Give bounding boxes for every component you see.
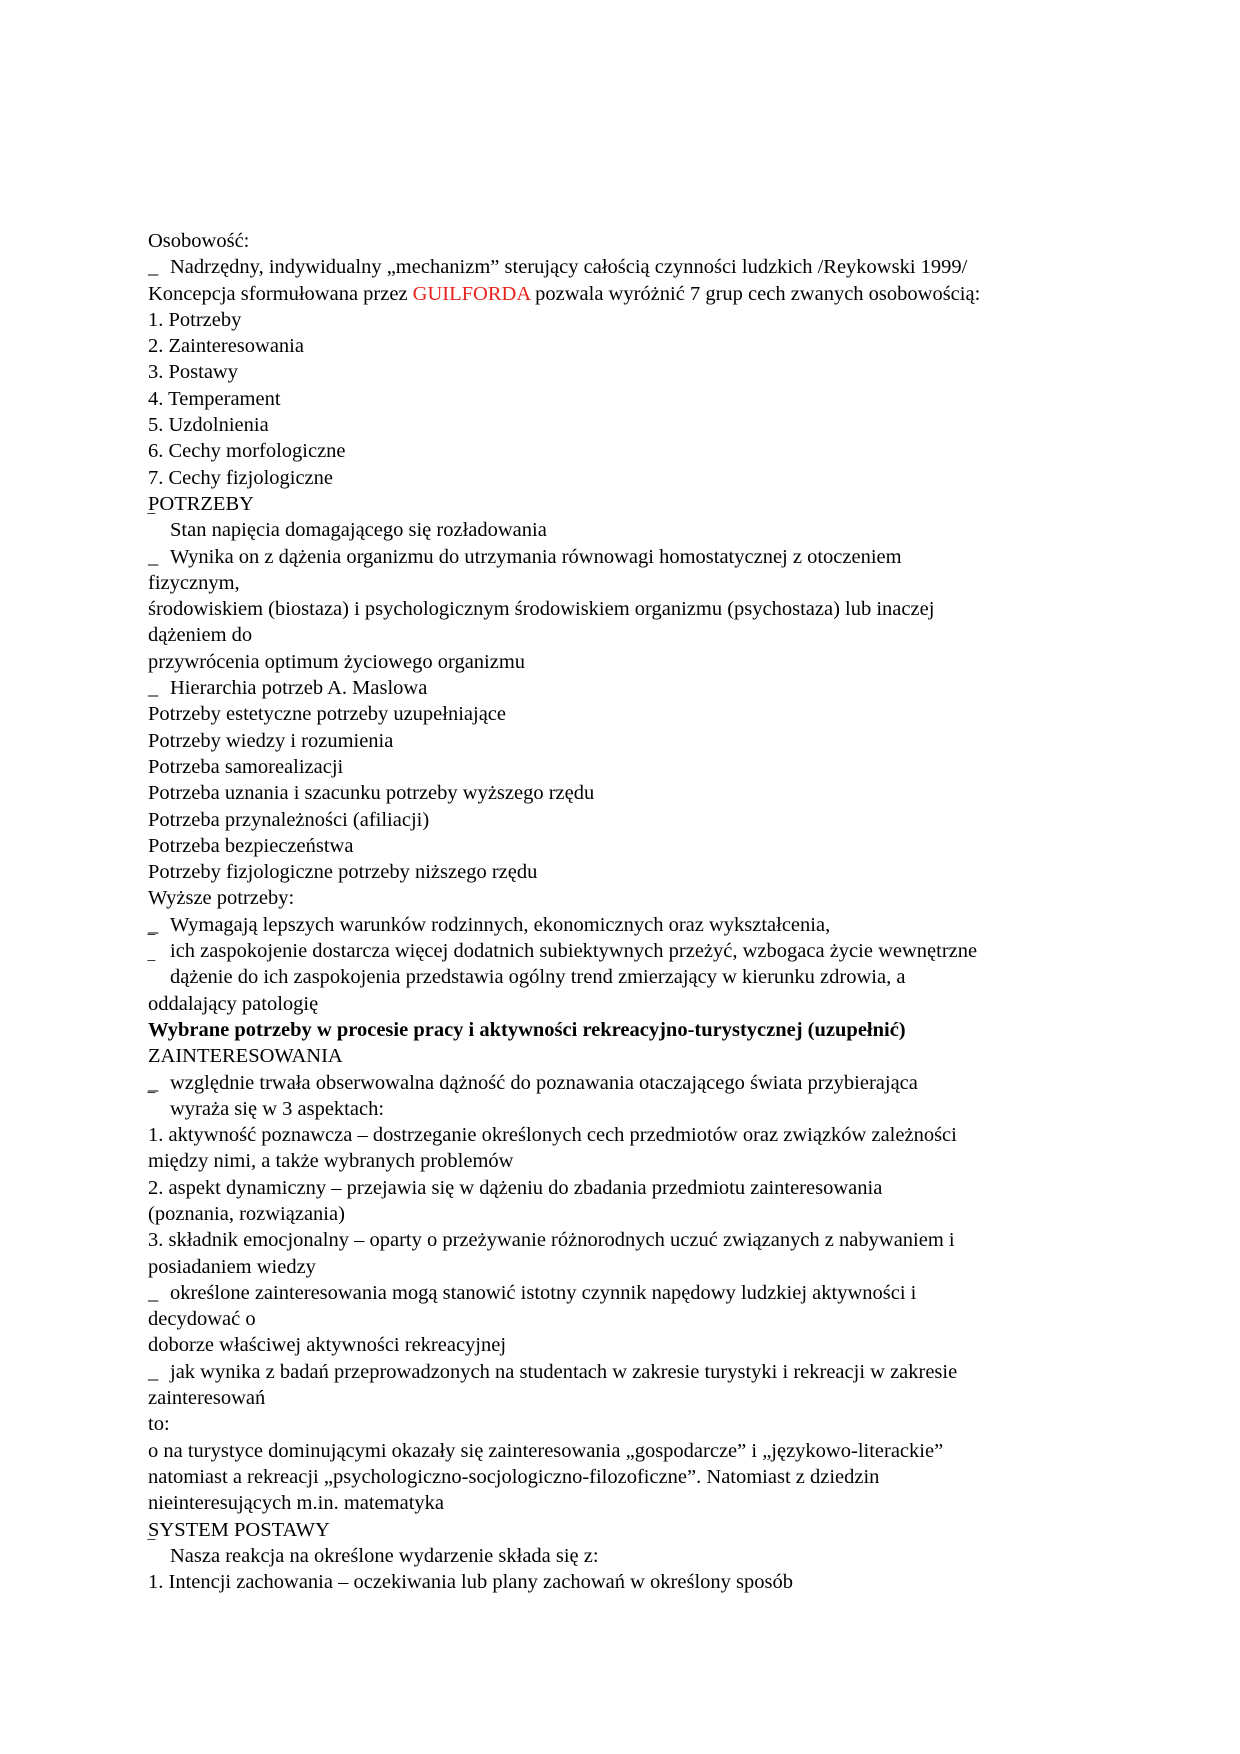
text-line: środowiskiem (biostaza) i psychologicznym środowiskiem organizmu (psychostaza) lub inaczej bbox=[148, 598, 935, 621]
bullet-text: dążenie do ich zaspokojenia przedstawia ogólny trend zmierzający w kierunku zdrowia, a bbox=[170, 966, 906, 989]
bullet-marker: _ bbox=[148, 1281, 159, 1304]
bullet-marker: ‾ bbox=[148, 1090, 155, 1113]
text-line: to: bbox=[148, 1413, 170, 1436]
maslow-item: Potrzeba samorealizacji bbox=[148, 755, 344, 778]
bullet-marker: _ bbox=[148, 1360, 159, 1383]
interests-bullet-4 bbox=[148, 1359, 1088, 1385]
bullet-marker: ‾ bbox=[148, 512, 155, 535]
maslow-item: Potrzeba bezpieczeństwa bbox=[148, 834, 354, 857]
text-line: natomiast a rekreacji „psychologiczno-socjologiczno-filozoficzne”. Natomiast z dziedzin bbox=[148, 1465, 880, 1488]
trait-item: 2. Zainteresowania bbox=[148, 335, 304, 358]
text-line: 1. aktywność poznawcza – dostrzeganie określonych cech przedmiotów oraz związków zależności bbox=[148, 1124, 957, 1147]
definition-text: Nadrzędny, indywidualny „mechanizm” sterujący całością czynności ludzkich /Reykowski 1999/ bbox=[170, 256, 968, 279]
bullet-marker: ‾ bbox=[148, 959, 155, 982]
text-line: (poznania, rozwiązania) bbox=[148, 1202, 345, 1225]
attitude-bullet-1 bbox=[148, 1537, 1088, 1569]
trait-item: 5. Uzdolnienia bbox=[148, 414, 269, 437]
bullet-marker: _ bbox=[148, 1071, 159, 1094]
bullet-text: jak wynika z badań przeprowadzonych na studentach w zakresie turystyki i rekreacji w zakresie bbox=[170, 1360, 958, 1383]
bullet-marker: _ bbox=[148, 913, 159, 936]
interests-bullet-1 bbox=[148, 1070, 1088, 1096]
concept-text-pre: Koncepcja sformułowana przez bbox=[148, 282, 413, 305]
definition-line bbox=[148, 254, 1088, 280]
heading-interests: ZAINTERESOWANIA bbox=[148, 1045, 343, 1068]
maslow-item: Potrzeba uznania i szacunku potrzeby wyższego rzędu bbox=[148, 782, 595, 805]
bullet-text: względnie trwała obserwowalna dążność do poznawania otaczającego świata przybierająca bbox=[170, 1071, 918, 1094]
text-line: doborze właściwej aktywności rekreacyjnej bbox=[148, 1334, 507, 1357]
higher-bullet-1 bbox=[148, 912, 1088, 938]
interests-bullet-2 bbox=[148, 1090, 1088, 1122]
concept-name-highlight: GUILFORDA bbox=[412, 282, 530, 305]
needs-bullet-1 bbox=[148, 512, 1088, 543]
bullet-marker: _ bbox=[148, 545, 159, 568]
text-line: o na turystyce dominującymi okazały się zainteresowania „gospodarcze” i „językowo-literackie” bbox=[148, 1439, 944, 1462]
trait-item: 3. Postawy bbox=[148, 361, 238, 384]
higher-bullet-2 bbox=[148, 933, 1088, 964]
bullet-text: określone zainteresowania mogą stanowić istotny czynnik napędowy ludzkiej aktywności i bbox=[170, 1281, 917, 1304]
heading-selected-needs: Wybrane potrzeby w procesie pracy i aktywności rekreacyjno-turystycznej (uzupełnić) bbox=[148, 1018, 906, 1041]
bullet-text: wyraża się w 3 aspektach: bbox=[170, 1097, 385, 1120]
bullet-marker: ‾ bbox=[148, 933, 155, 956]
bullet-text: Wymagają lepszych warunków rodzinnych, ekonomicznych oraz wykształcenia, bbox=[170, 913, 831, 936]
maslow-item: Potrzeba przynależności (afiliacji) bbox=[148, 808, 430, 831]
higher-bullet-3 bbox=[148, 959, 1088, 990]
maslow-item: Potrzeby estetyczne potrzeby uzupełniające bbox=[148, 703, 507, 726]
bullet-text: Stan napięcia domagającego się rozładowania bbox=[170, 519, 547, 542]
bullet-text: Hierarchia potrzeb A. Maslowa bbox=[170, 677, 428, 700]
text-line: oddalający patologię bbox=[148, 992, 319, 1015]
maslow-item: Potrzeby wiedzy i rozumienia bbox=[148, 729, 394, 752]
heading-needs: POTRZEBY bbox=[148, 492, 254, 515]
text-line: dążeniem do bbox=[148, 624, 253, 647]
heading-attitude-system: SYSTEM POSTAWY bbox=[148, 1518, 330, 1541]
section-title-personality: Osobowość: bbox=[148, 230, 250, 252]
text-line: przywrócenia optimum życiowego organizmu bbox=[148, 650, 526, 673]
trait-item: 1. Potrzeby bbox=[148, 308, 242, 331]
trait-item: 6. Cechy morfologiczne bbox=[148, 440, 346, 463]
bullet-marker: ‾ bbox=[148, 1537, 155, 1560]
bullet-text: Wynika on z dążenia organizmu do utrzymania równowagi homostatycznej z otoczeniem bbox=[170, 545, 902, 568]
bullet-marker: _ bbox=[148, 677, 159, 700]
text-line: nieinteresujących m.in. matematyka bbox=[148, 1492, 444, 1515]
interests-bullet-3 bbox=[148, 1280, 1088, 1306]
text-line: posiadaniem wiedzy bbox=[148, 1255, 316, 1278]
text-line: fizycznym, bbox=[148, 571, 240, 594]
document-body bbox=[148, 228, 1088, 1595]
bullet-text: Nasza reakcja na określone wydarzenie składa się z: bbox=[170, 1544, 599, 1567]
text-line: 2. aspekt dynamiczny – przejawia się w dążeniu do zbadania przedmiotu zainteresowania bbox=[148, 1176, 883, 1199]
text-line: decydować o bbox=[148, 1308, 256, 1331]
bullet-marker: _ bbox=[148, 256, 159, 279]
text-line: między nimi, a także wybranych problemów bbox=[148, 1150, 514, 1173]
bullet-text: ich zaspokojenie dostarcza więcej dodatnich subiektywnych przeżyć, wzbogaca życie wewnętrzne bbox=[170, 940, 978, 963]
needs-bullet-2 bbox=[148, 544, 1088, 570]
text-line: 3. składnik emocjonalny – oparty o przeżywanie różnorodnych uczuć związanych z nabywaniem i bbox=[148, 1229, 955, 1252]
concept-text-post: pozwala wyróżnić 7 grup cech zwanych osobowością: bbox=[530, 282, 981, 305]
trait-item: 7. Cechy fizjologiczne bbox=[148, 466, 334, 489]
trait-item: 4. Temperament bbox=[148, 387, 281, 410]
text-line: 1. Intencji zachowania – oczekiwania lub plany zachowań w określony sposób bbox=[148, 1571, 793, 1594]
maslow-item: Potrzeby fizjologiczne potrzeby niższego rzędu bbox=[148, 861, 538, 884]
text-line: zainteresowań bbox=[148, 1387, 266, 1410]
concept-line bbox=[148, 281, 1088, 307]
heading-higher-needs: Wyższe potrzeby: bbox=[148, 887, 295, 910]
maslow-title bbox=[148, 675, 1088, 701]
